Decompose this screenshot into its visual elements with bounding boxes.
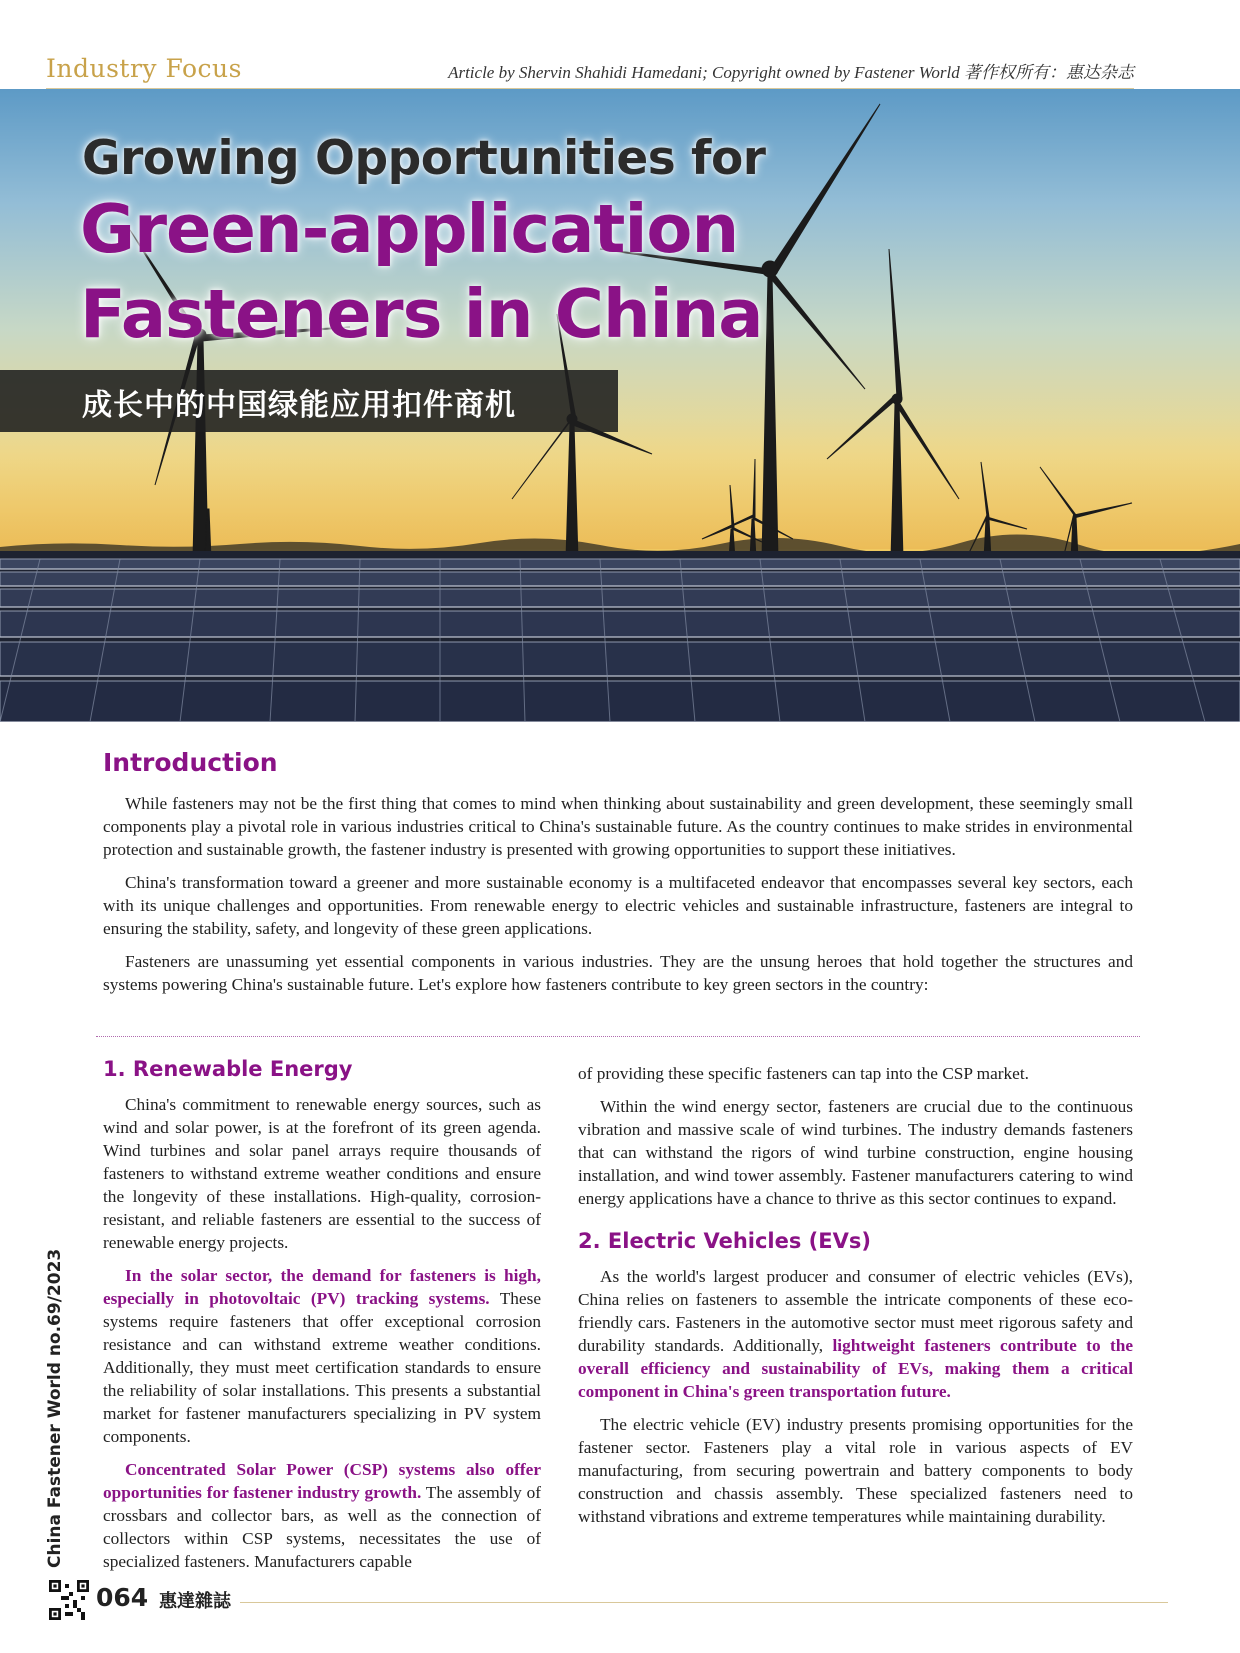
chinese-title: 成长中的中国绿能应用扣件商机 [82, 388, 516, 423]
csp-continuation: of providing these specific fasteners can tap into the CSP market. [578, 1064, 1029, 1083]
ev-paragraph-2: The electric vehicle (EV) industry presents promising opportunities for the fastener sector. Fasteners play a vital role in various aspects of EV manufacturing, from securing powertrain and battery components to body construction and chassis assembly. These specialized fasteners need to withstand vibrations and extreme temperatures while maintaining durability. [578, 1415, 1133, 1526]
renewable-paragraph-3 [103, 1458, 541, 1573]
intro-paragraph-1: While fasteners may not be the first thing that comes to mind when thinking about sustainability and green development, these seemingly small components play a pivotal role in various industries critical to China's sustainable future. As the country continues to make strides in environmental protection and sustainable growth, the fastener industry is presented with growing opportunities to support these initiatives. [103, 794, 1133, 859]
wind-paragraph: Within the wind energy sector, fasteners are crucial due to the continuous vibration and massive scale of wind turbines. The industry demands fasteners that can withstand the rigors of wind turbine construction, engine housing installation, and wind tower assembly. Fastener manufacturers catering to wind energy applications have a chance to thrive as this sector continues to expand. [578, 1097, 1133, 1208]
byline: Article by Shervin Shahidi Hamedani; Copyright owned by Fastener World 著作权所有：惠达杂志 [448, 63, 1134, 82]
footer-divider [240, 1602, 1168, 1603]
introduction-heading: Introduction [103, 748, 278, 777]
renewable-paragraph-2 [103, 1264, 541, 1448]
intro-paragraph-2: China's transformation toward a greener and more sustainable economy is a multifaceted endeavor that encompasses several key sectors, each with its unique challenges and opportunities. From renewable energy to electric vehicles and sustainable infrastructure, fasteners are integral to ensuring the stability, safety, and longevity of these green applications. [103, 873, 1133, 938]
right-column [578, 1062, 1133, 1538]
page-number: 064 [96, 1583, 149, 1612]
ev-paragraph-1 [578, 1265, 1133, 1403]
section-divider [96, 1036, 1140, 1037]
intro-paragraph-3: Fasteners are unassuming yet essential components in various industries. They are the unsung heroes that hold together the structures and systems powering China's sustainable future. Let's explore how fasteners contribute to key green sectors in the country: [103, 952, 1133, 994]
ev-heading: 2. Electric Vehicles (EVs) [578, 1229, 871, 1253]
title-line-2: Green-application [80, 190, 739, 268]
left-column [103, 1058, 541, 1583]
csp-text: The assembly of crossbars and collector bars, as well as the connection of collectors within CSP systems, necessitates the use of specialized fasteners. Manufacturers capable [103, 1483, 541, 1571]
introduction-body [103, 792, 1133, 1006]
magazine-name: 惠達雜誌 [159, 1591, 231, 1612]
renewable-paragraph-1: China's commitment to renewable energy sources, such as wind and solar power, is at the forefront of its green agenda. Wind turbines and solar panel arrays require thousands of fasteners to withstand extreme weather conditions and ensure the longevity of these installations. High-quality, corrosion-resistant, and reliable fasteners are essential to the success of renewable energy projects. [103, 1095, 541, 1252]
solar-text: These systems require fasteners that offer exceptional corrosion resistance and can withstand extreme weather conditions. Additionally, they must meet certification standards to ensure the reliability of solar installations. This presents a substantial market for fastener manufacturers specializing in PV system components. [103, 1289, 541, 1446]
title-line-3: Fasteners in China [80, 275, 763, 353]
ev-text: As the world's largest producer and consumer of electric vehicles (EVs), China relies on fasteners to assemble the intricate components of these eco-friendly cars. Fasteners in the automotive sector must meet rigorous safety and durability standards. Additionally, [578, 1267, 1133, 1355]
csp-highlight: Concentrated Solar Power (CSP) systems also offer opportunities for fastener industry growth. [103, 1460, 541, 1502]
vertical-issue-label: China Fastener World no.69/2023 [45, 1248, 65, 1568]
solar-highlight: In the solar sector, the demand for fasteners is high, especially in photovoltaic (PV) tracking systems. [103, 1266, 541, 1308]
title-line-1: Growing Opportunities for [82, 131, 766, 186]
qr-code-icon[interactable] [49, 1580, 89, 1620]
section-label: Industry Focus [46, 54, 242, 83]
renewable-heading: 1. Renewable Energy [103, 1057, 353, 1081]
ev-highlight: lightweight fasteners contribute to the overall efficiency and sustainability of EVs, making them a critical component in China's green transportation future. [578, 1336, 1133, 1401]
